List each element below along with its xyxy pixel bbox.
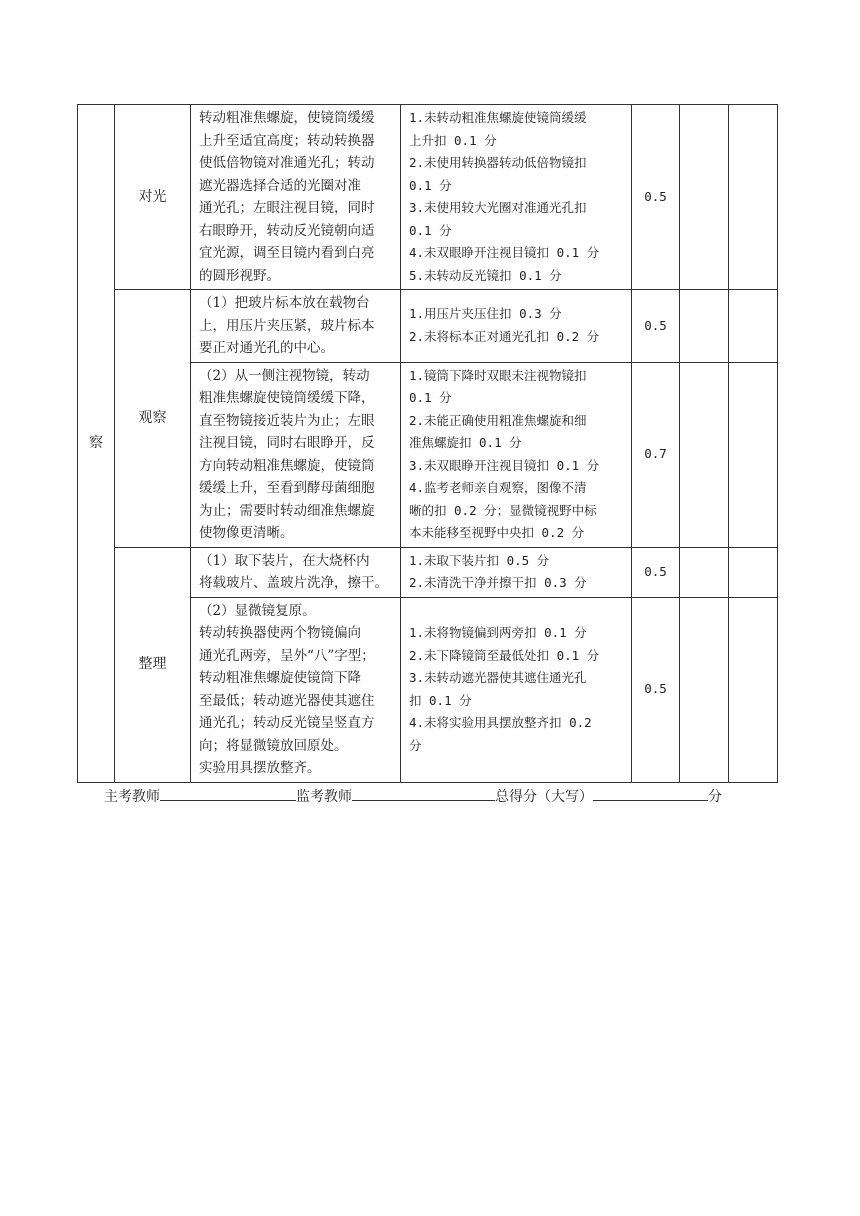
subitem-cell <box>115 105 191 290</box>
procedure-line: 通光孔；左眼注视目镜，同时 <box>199 200 375 216</box>
procedure-line: 使物像更清晰。 <box>199 525 294 541</box>
procedure-cell <box>191 597 401 782</box>
score-cell[interactable] <box>680 547 729 597</box>
signature-footer <box>104 786 722 806</box>
criteria-line: 扣 0.1 分 <box>409 692 472 708</box>
points-cell: 0.5 <box>632 597 680 782</box>
subitem-label-tidy: 整理 <box>138 656 167 673</box>
procedure-line: 右眼睁开，转动反光镜朝向适 <box>199 222 375 239</box>
procedure-line: 至最低；转动遮光器使其遮住 <box>199 692 375 709</box>
procedure-line: 粗准焦螺旋使镜筒缓缓下降， <box>199 390 375 406</box>
criteria-line: 上升扣 0.1 分 <box>409 132 497 148</box>
table-row-observe-1 <box>78 290 778 363</box>
procedure-line: 直至物镜接近装片为止；左眼 <box>199 412 375 429</box>
criteria-cell <box>401 290 632 363</box>
proctor-label: 监考教师 <box>296 789 352 805</box>
points-cell: 0.5 <box>632 105 680 290</box>
procedure-line: 通光孔；转动反光镜呈竖直方 <box>199 715 375 731</box>
criteria-line: 0.1 分 <box>409 390 452 405</box>
chief-examiner-label: 主考教师 <box>104 789 160 805</box>
subitem-cell <box>115 290 191 548</box>
remark-cell[interactable] <box>729 290 778 363</box>
category-cell-observe <box>78 105 115 783</box>
criteria-line: 2.未能正确使用粗准焦螺旋和细 <box>409 412 587 428</box>
criteria-cell <box>401 547 632 597</box>
procedure-cell <box>191 362 401 547</box>
criteria-line: 5.未转动反光镜扣 0.1 分 <box>409 267 562 283</box>
criteria-line: 2.未将标本正对通光孔扣 0.2 分 <box>409 328 600 344</box>
procedure-line: 实验用具摆放整齐。 <box>199 760 321 776</box>
criteria-line: 0.1 分 <box>409 177 452 193</box>
table-row-tidy-1 <box>78 547 778 597</box>
criteria-line: 3.未使用较大光圈对准通光孔扣 <box>409 200 587 215</box>
score-unit: 分 <box>708 789 722 805</box>
procedure-line: 宜光源，调至目镜内看到白亮 <box>199 245 375 261</box>
criteria-cell <box>401 597 632 782</box>
criteria-line: 3.未转动遮光器使其遮住通光孔 <box>409 670 587 685</box>
criteria-line: 4.未将实验用具摆放整齐扣 0.2 <box>409 715 592 730</box>
procedure-line: 遮光器选择合适的光圈对准 <box>199 177 361 194</box>
total-score-blank[interactable] <box>593 786 708 801</box>
table-row-duiguang <box>78 105 778 290</box>
points-cell: 0.7 <box>632 362 680 547</box>
subitem-label-duiguang: 对光 <box>138 188 167 205</box>
criteria-line: 0.1 分 <box>409 222 452 238</box>
criteria-line: 1.未取下装片扣 0.5 分 <box>409 552 550 568</box>
criteria-cell <box>401 362 632 547</box>
criteria-line: 本未能移至视野中央扣 0.2 分 <box>409 525 585 540</box>
criteria-line: 2.未下降镜筒至最低处扣 0.1 分 <box>409 647 600 663</box>
criteria-line: 1.镜筒下降时双眼未注视物镜扣 <box>409 367 587 383</box>
procedure-line: 上，用压片夹压紧，玻片标本 <box>199 317 375 334</box>
procedure-line: 转动转换器使两个物镜偏向 <box>199 625 361 641</box>
criteria-line: 3.未双眼睁开注视目镜扣 0.1 分 <box>409 457 600 473</box>
points-cell: 0.5 <box>632 290 680 363</box>
procedure-line: 通光孔两旁，呈外“八”字型； <box>199 647 375 664</box>
procedure-line: 方向转动粗准焦螺旋，使镜筒 <box>199 457 375 474</box>
category-label: 察 <box>89 435 103 451</box>
procedure-line: （1）取下装片，在大烧杯内 <box>199 552 370 569</box>
procedure-line: 注视目镜，同时右眼睁开，反 <box>199 435 375 451</box>
criteria-line: 1.用压片夹压住扣 0.3 分 <box>409 306 562 322</box>
procedure-line: （1）把玻片标本放在载物台 <box>199 295 370 311</box>
remark-cell[interactable] <box>729 547 778 597</box>
proctor-blank[interactable] <box>352 786 495 801</box>
chief-examiner-blank[interactable] <box>160 786 296 801</box>
subitem-label-observe: 观察 <box>138 410 167 426</box>
procedure-line: 向；将显微镜放回原处。 <box>199 737 348 754</box>
procedure-cell <box>191 105 401 290</box>
procedure-cell <box>191 290 401 363</box>
procedure-cell <box>191 547 401 597</box>
total-score-label: 总得分（大写） <box>495 789 593 805</box>
score-cell[interactable] <box>680 597 729 782</box>
criteria-line: 准焦螺旋扣 0.1 分 <box>409 435 522 450</box>
criteria-line: 1.未将物镜偏到两旁扣 0.1 分 <box>409 625 587 640</box>
points-cell: 0.5 <box>632 547 680 597</box>
procedure-line: 转动粗准焦螺旋，使镜筒缓缓 <box>199 110 375 126</box>
procedure-line: 缓缓上升，至看到酵母菌细胞 <box>199 480 375 496</box>
subitem-cell <box>115 547 191 782</box>
criteria-line: 4.监考老师亲自观察，图像不清 <box>409 480 587 495</box>
criteria-line: 4.未双眼睁开注视目镜扣 0.1 分 <box>409 245 600 260</box>
procedure-line: 要正对通光孔的中心。 <box>199 340 334 356</box>
criteria-line: 2.未清洗干净并擦干扣 0.3 分 <box>409 575 587 590</box>
procedure-line: 将载玻片、盖玻片洗净，擦干。 <box>199 575 388 591</box>
procedure-line: （2）从一侧注视物镜，转动 <box>199 367 370 384</box>
scoring-table <box>77 104 778 783</box>
procedure-line: 转动粗准焦螺旋使镜筒下降 <box>199 670 361 686</box>
procedure-line: 的圆形视野。 <box>199 267 280 284</box>
procedure-line: 为止；需要时转动细准焦螺旋 <box>199 502 375 519</box>
procedure-line: （2）显微镜复原。 <box>199 602 316 619</box>
procedure-line: 上升至适宜高度；转动转换器 <box>199 132 375 149</box>
criteria-line: 分 <box>409 737 422 753</box>
criteria-line: 晰的扣 0.2 分；显微镜视野中标 <box>409 502 597 518</box>
criteria-cell <box>401 105 632 290</box>
remark-cell[interactable] <box>729 105 778 290</box>
criteria-line: 1.未转动粗准焦螺旋使镜筒缓缓 <box>409 110 587 125</box>
remark-cell[interactable] <box>729 362 778 547</box>
score-cell[interactable] <box>680 105 729 290</box>
procedure-line: 使低倍物镜对准通光孔；转动 <box>199 155 375 171</box>
criteria-line: 2.未使用转换器转动低倍物镜扣 <box>409 155 587 170</box>
remark-cell[interactable] <box>729 597 778 782</box>
score-cell[interactable] <box>680 290 729 363</box>
score-cell[interactable] <box>680 362 729 547</box>
